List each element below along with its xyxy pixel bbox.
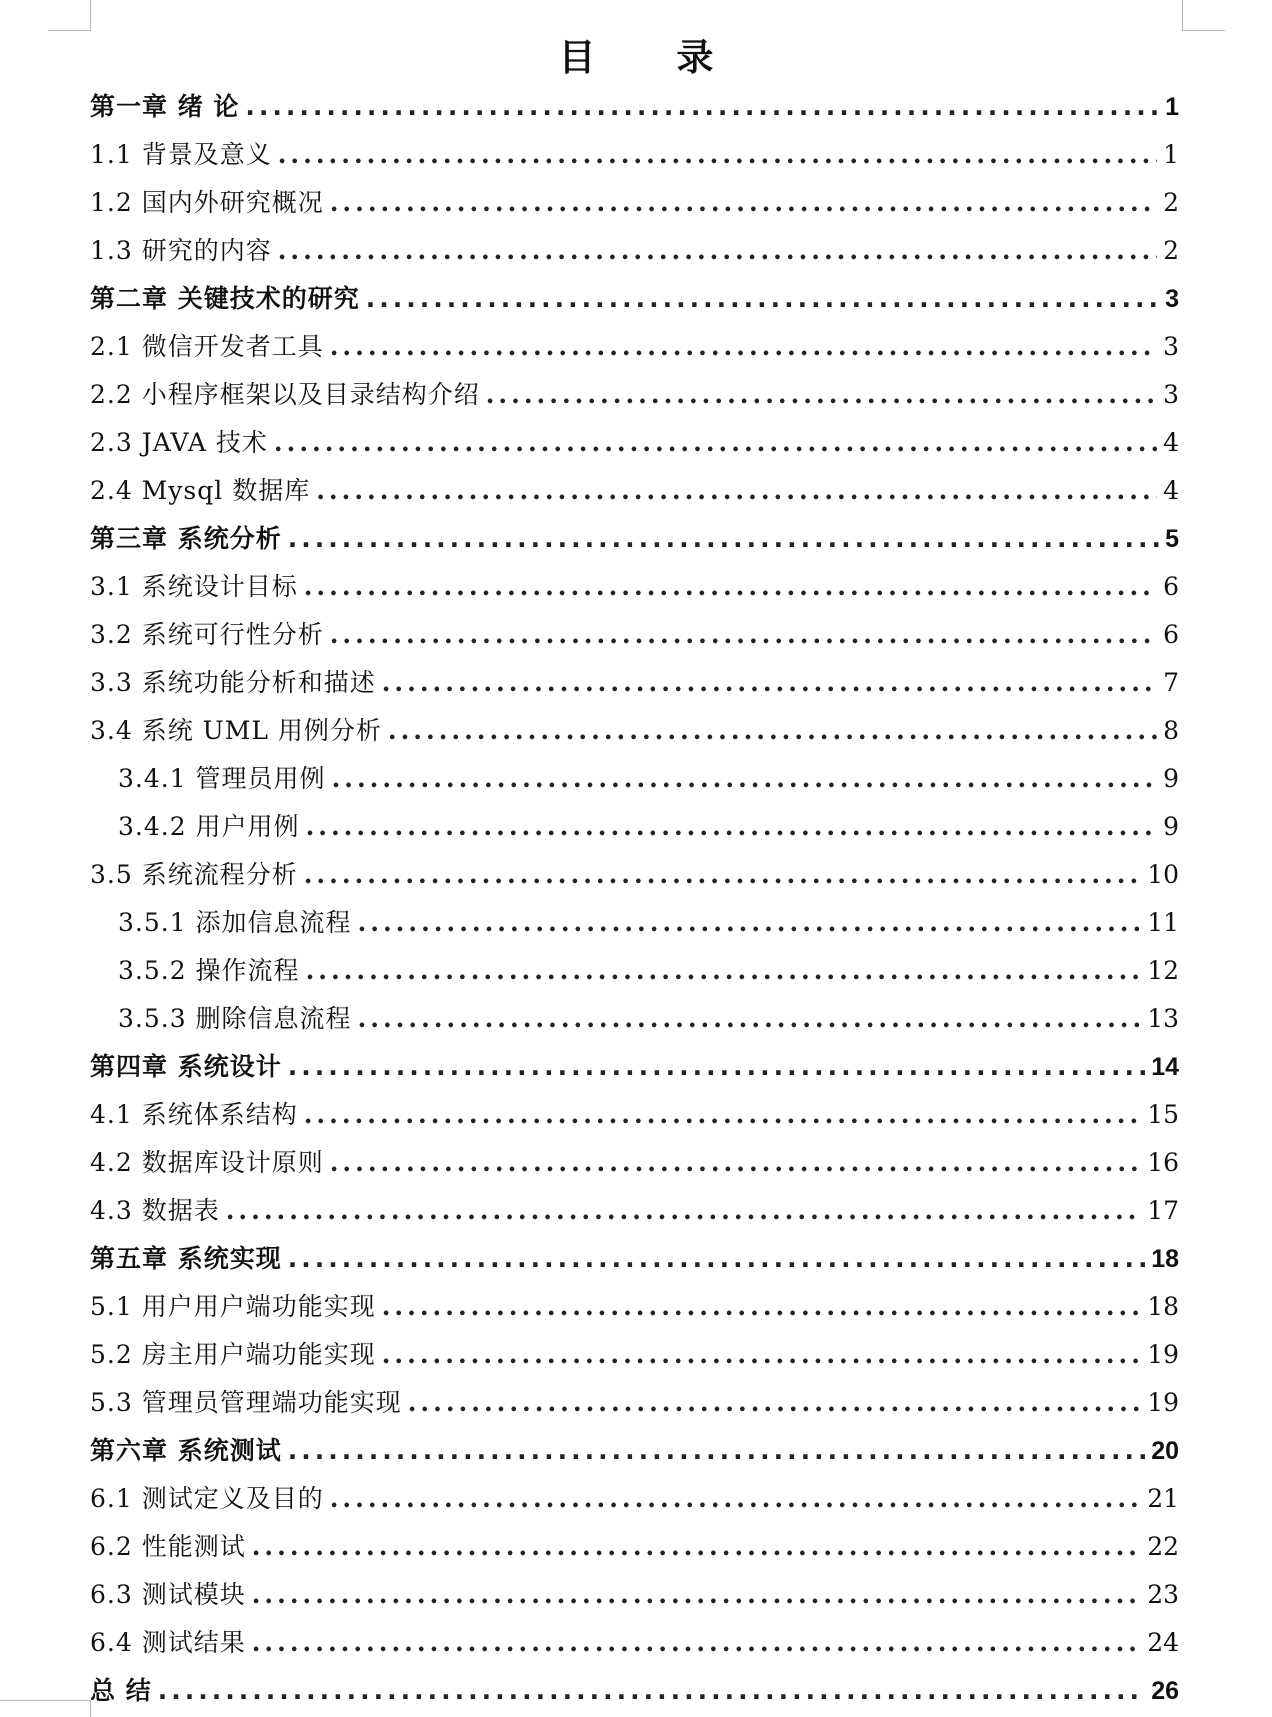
toc-entry-page: 15	[1147, 1100, 1179, 1129]
toc-entry-chapter-1[interactable]	[90, 83, 1179, 131]
toc-entry-chapter-4[interactable]	[90, 1043, 1179, 1091]
toc-entry-3-5[interactable]	[90, 851, 1179, 899]
toc-entry-label: 4.3 数据表	[90, 1196, 220, 1225]
dot-leader	[382, 659, 1157, 707]
toc-entry-page: 20	[1151, 1437, 1179, 1465]
toc-entry-label: 3.4.1 管理员用例	[118, 764, 326, 793]
toc-entry-label: 2.4 Mysql 数据库	[90, 476, 311, 505]
toc-entry-page: 19	[1147, 1340, 1179, 1369]
toc-entry-page: 17	[1147, 1196, 1179, 1225]
toc-entry-label: 5.3 管理员管理端功能实现	[90, 1388, 402, 1417]
dot-leader	[288, 1235, 1145, 1283]
dot-leader	[408, 1379, 1141, 1427]
toc-entry-label: 第四章 系统设计	[90, 1052, 282, 1081]
toc-entry-1-2[interactable]	[90, 179, 1179, 227]
toc-entry-page: 24	[1147, 1628, 1179, 1657]
dot-leader	[330, 1139, 1141, 1187]
toc-entry-2-2[interactable]	[90, 371, 1179, 419]
toc-entry-label: 3.4 系统 UML 用例分析	[90, 716, 382, 745]
toc-entry-page: 5	[1165, 525, 1179, 553]
toc-entry-3-5-2[interactable]	[90, 947, 1179, 995]
toc-entry-3-4-1[interactable]	[90, 755, 1179, 803]
dot-leader	[306, 803, 1158, 851]
toc-entry-label: 3.5.2 操作流程	[118, 956, 300, 985]
toc-entry-page: 3	[1163, 332, 1179, 361]
dot-leader	[330, 1475, 1141, 1523]
toc-entry-2-3[interactable]	[90, 419, 1179, 467]
toc-entry-label: 2.2 小程序框架以及目录结构介绍	[90, 380, 480, 409]
toc-entry-page: 1	[1165, 93, 1179, 121]
toc-entry-page: 14	[1151, 1053, 1179, 1081]
toc-entry-page: 26	[1151, 1677, 1179, 1705]
toc-entry-6-2[interactable]	[90, 1523, 1179, 1571]
toc-entry-1-3[interactable]	[90, 227, 1179, 275]
toc-entry-page: 6	[1163, 620, 1179, 649]
toc-entry-label: 第一章 绪 论	[90, 92, 240, 121]
dot-leader	[388, 707, 1157, 755]
toc-entry-1-1[interactable]	[90, 131, 1179, 179]
dot-leader	[382, 1283, 1141, 1331]
toc-entry-3-1[interactable]	[90, 563, 1179, 611]
toc-entry-6-1[interactable]	[90, 1475, 1179, 1523]
toc-entry-label: 第六章 系统测试	[90, 1436, 282, 1465]
toc-entry-label: 5.1 用户用户端功能实现	[90, 1292, 376, 1321]
crop-mark-top-right	[1182, 0, 1225, 31]
toc-entry-page: 9	[1163, 764, 1179, 793]
toc-entry-label: 3.5.3 删除信息流程	[118, 1004, 352, 1033]
toc-entry-5-3[interactable]	[90, 1379, 1179, 1427]
toc-entry-label: 总 结	[90, 1676, 152, 1705]
dot-leader	[304, 1091, 1141, 1139]
toc-entry-label: 第二章 关键技术的研究	[90, 284, 360, 313]
toc-entry-3-4-2[interactable]	[90, 803, 1179, 851]
dot-leader	[158, 1667, 1145, 1715]
dot-leader	[358, 899, 1142, 947]
toc-entry-page: 11	[1147, 908, 1179, 937]
dot-leader	[245, 83, 1159, 131]
toc-entry-page: 3	[1163, 380, 1179, 409]
toc-entry-page: 8	[1163, 716, 1179, 745]
dot-leader	[252, 1619, 1141, 1667]
toc-title: 目 录	[558, 36, 748, 79]
toc-entry-label: 3.4.2 用户用例	[118, 812, 300, 841]
toc-entry-chapter-2[interactable]	[90, 275, 1179, 323]
dot-leader	[288, 1043, 1145, 1091]
toc-entry-label: 6.1 测试定义及目的	[90, 1484, 324, 1513]
toc-entry-page: 18	[1147, 1292, 1179, 1321]
toc-entry-page: 3	[1165, 285, 1179, 313]
dot-leader	[330, 323, 1157, 371]
toc-entry-page: 23	[1147, 1580, 1179, 1609]
toc-entry-page: 7	[1163, 668, 1179, 697]
dot-leader	[304, 851, 1141, 899]
dot-leader	[486, 371, 1157, 419]
dot-leader	[330, 179, 1157, 227]
dot-leader	[252, 1523, 1141, 1571]
toc-entry-page: 4	[1163, 428, 1179, 457]
toc-entry-2-4[interactable]	[90, 467, 1179, 515]
toc-entry-6-4[interactable]	[90, 1619, 1179, 1667]
toc-entry-3-4[interactable]	[90, 707, 1179, 755]
toc-entry-label: 第五章 系统实现	[90, 1244, 282, 1273]
dot-leader	[316, 467, 1157, 515]
toc-entry-page: 9	[1163, 812, 1179, 841]
toc-entry-label: 4.2 数据库设计原则	[90, 1148, 324, 1177]
toc-entry-label: 2.1 微信开发者工具	[90, 332, 324, 361]
dot-leader	[288, 1427, 1145, 1475]
dot-leader	[330, 611, 1157, 659]
toc-entry-3-2[interactable]	[90, 611, 1179, 659]
toc-entry-label: 1.3 研究的内容	[90, 236, 272, 265]
toc-entry-chapter-5[interactable]	[90, 1235, 1179, 1283]
dot-leader	[366, 275, 1159, 323]
crop-mark-top-left	[48, 0, 91, 31]
toc-entry-label: 6.2 性能测试	[90, 1532, 246, 1561]
toc-entry-page: 21	[1147, 1484, 1179, 1513]
dot-leader	[288, 515, 1159, 563]
toc-entry-label: 1.2 国内外研究概况	[90, 188, 324, 217]
dot-leader	[252, 1571, 1141, 1619]
toc-entry-page: 19	[1147, 1388, 1179, 1417]
toc-entry-4-2[interactable]	[90, 1139, 1179, 1187]
dot-leader	[306, 947, 1142, 995]
toc-entry-page: 22	[1147, 1532, 1179, 1561]
toc-entry-page: 12	[1147, 956, 1179, 985]
crop-mark-bottom-left	[0, 1700, 91, 1717]
toc-entry-page: 4	[1163, 476, 1179, 505]
dot-leader	[382, 1331, 1141, 1379]
dot-leader	[278, 131, 1157, 179]
toc-entry-page: 16	[1147, 1148, 1179, 1177]
toc-entry-page: 2	[1163, 188, 1179, 217]
toc-entry-chapter-3[interactable]	[90, 515, 1179, 563]
toc-entry-label: 6.3 测试模块	[90, 1580, 246, 1609]
toc-entry-3-3[interactable]	[90, 659, 1179, 707]
toc-entry-label: 3.5.1 添加信息流程	[118, 908, 352, 937]
toc-entry-label: 第三章 系统分析	[90, 524, 282, 553]
dot-leader	[332, 755, 1158, 803]
toc-entry-5-1[interactable]	[90, 1283, 1179, 1331]
toc-entry-page: 6	[1163, 572, 1179, 601]
toc-entry-page: 2	[1163, 236, 1179, 265]
toc-entry-5-2[interactable]	[90, 1331, 1179, 1379]
toc-entry-label: 2.3 JAVA 技术	[90, 428, 268, 457]
toc-entry-3-5-1[interactable]	[90, 899, 1179, 947]
toc-entry-label: 3.3 系统功能分析和描述	[90, 668, 376, 697]
toc-entry-summary[interactable]	[90, 1667, 1179, 1715]
toc-entry-label: 3.5 系统流程分析	[90, 860, 298, 889]
toc-entry-label: 3.1 系统设计目标	[90, 572, 298, 601]
toc-entry-label: 5.2 房主用户端功能实现	[90, 1340, 376, 1369]
toc-entry-label: 6.4 测试结果	[90, 1628, 246, 1657]
dot-leader	[274, 419, 1157, 467]
toc-entry-4-1[interactable]	[90, 1091, 1179, 1139]
dot-leader	[358, 995, 1142, 1043]
toc-entry-label: 4.1 系统体系结构	[90, 1100, 298, 1129]
toc-entry-page: 10	[1147, 860, 1179, 889]
toc-entry-2-1[interactable]	[90, 323, 1179, 371]
toc-entry-page: 1	[1163, 140, 1179, 169]
table-of-contents	[90, 83, 1179, 1715]
toc-entry-4-3[interactable]	[90, 1187, 1179, 1235]
toc-entry-page: 13	[1147, 1004, 1179, 1033]
toc-entry-chapter-6[interactable]	[90, 1427, 1179, 1475]
toc-entry-label: 1.1 背景及意义	[90, 140, 272, 169]
toc-entry-page: 18	[1151, 1245, 1179, 1273]
toc-entry-label: 3.2 系统可行性分析	[90, 620, 324, 649]
dot-leader	[278, 227, 1157, 275]
toc-entry-6-3[interactable]	[90, 1571, 1179, 1619]
toc-entry-3-5-3[interactable]	[90, 995, 1179, 1043]
dot-leader	[226, 1187, 1141, 1235]
dot-leader	[304, 563, 1157, 611]
